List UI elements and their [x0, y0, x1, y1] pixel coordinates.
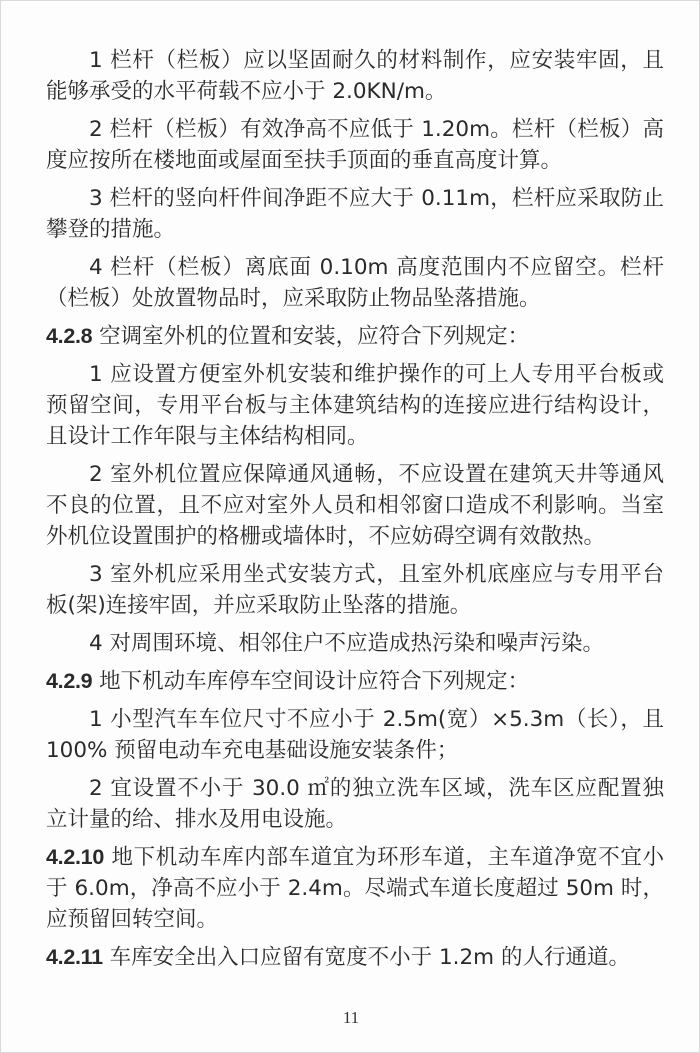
clause-text: 地下机动车库内部车道宜为环形车道，主车道净宽不宜小于 6.0m，净高不应小于 2.4m。尽端式车道长度超过 50m 时，应预留回转空间。	[46, 845, 664, 932]
clause-4-2-8	[46, 321, 664, 352]
clause-number: 4.2.9	[46, 669, 93, 693]
clause-4-2-10	[46, 842, 664, 935]
item-4-2-7-2: 2 栏杆（栏板）有效净高不应低于 1.20m。栏杆（栏板）高度应按所在楼地面或屋面至扶手顶面的垂直高度计算。	[46, 117, 664, 173]
item-4-2-9-2: 2 宜设置不小于 30.0 ㎡的独立洗车区域，洗车区应配置独立计量的给、排水及用电设施。	[46, 776, 664, 832]
item-4-2-8-2: 2 室外机位置应保障通风通畅，不应设置在建筑天井等通风不良的位置，且不应对室外人员和相邻窗口造成不利影响。当室外机位设置围护的格栅或墙体时，不应妨碍空调有效散热。	[46, 462, 664, 549]
clause-text: 空调室外机的位置和安装，应符合下列规定：	[99, 324, 530, 349]
item-4-2-8-1: 1 应设置方便室外机安装和维护操作的可上人专用平台板或预留空间，专用平台板与主体建筑结构的连接应进行结构设计，且设计工作年限与主体结构相同。	[46, 362, 664, 449]
clause-4-2-11	[46, 942, 664, 973]
page-number: 11	[342, 1008, 360, 1027]
item-4-2-8-3: 3 室外机应采用坐式安装方式，且室外机底座应与专用平台板(架)连接牢固，并应采取防止坠落的措施。	[46, 562, 664, 618]
document-body	[46, 45, 664, 980]
clause-4-2-9	[46, 666, 664, 697]
clause-number: 4.2.11	[46, 945, 103, 969]
item-4-2-7-1: 1 栏杆（栏板）应以坚固耐久的材料制作，应安装牢固，且能够承受的水平荷载不应小于 2.0KN/m。	[46, 48, 664, 104]
clause-text: 车库安全出入口应留有宽度不小于 1.2m 的人行通道。	[109, 945, 630, 970]
item-4-2-8-4: 4 对周围环境、相邻住户不应造成热污染和噪声污染。	[89, 631, 605, 656]
item-4-2-9-1: 1 小型汽车车位尺寸不应小于 2.5m(宽）×5.3m（长），且 100% 预留电动车充电基础设施安装条件；	[46, 707, 664, 763]
clause-text: 地下机动车库停车空间设计应符合下列规定：	[99, 669, 530, 694]
clause-number: 4.2.8	[46, 324, 93, 348]
item-4-2-7-3: 3 栏杆的竖向杆件间净距不应大于 0.11m，栏杆应采取防止攀登的措施。	[46, 186, 664, 242]
clause-number: 4.2.10	[46, 845, 104, 869]
item-4-2-7-4: 4 栏杆（栏板）离底面 0.10m 高度范围内不应留空。栏杆（栏板）处放置物品时，应采取防止物品坠落措施。	[46, 255, 664, 311]
